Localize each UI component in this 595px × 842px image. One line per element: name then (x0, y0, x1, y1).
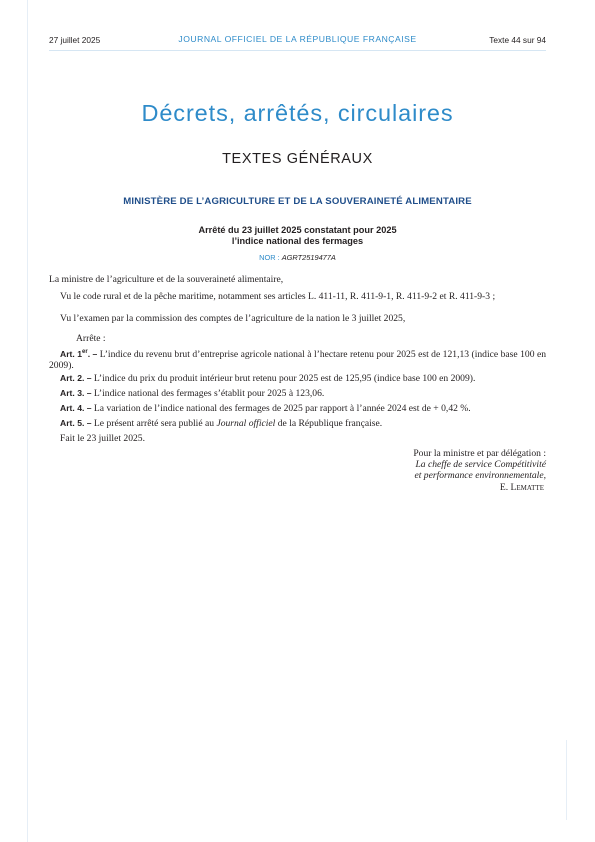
article-1 (49, 347, 546, 371)
ministry-title: MINISTÈRE DE L’AGRICULTURE ET DE LA SOUVERAINETÉ ALIMENTAIRE (123, 196, 472, 207)
nor-code: AGRT2519477A (281, 253, 336, 262)
article-4-text: La variation de l’indice national des fermages de 2025 par rapport à l’année 2024 est de + 0,42 %. (91, 403, 471, 414)
article-5: Art. 5. – Le présent arrêté sera publié au Journal officiel de la République française. (60, 418, 383, 429)
header-journal-title: JOURNAL OFFICIEL DE LA RÉPUBLIQUE FRANÇAISE (178, 34, 417, 44)
done-date: Fait le 23 juillet 2025. (60, 433, 146, 444)
nor-reference (0, 253, 595, 262)
article-4 (49, 403, 546, 414)
article-3 (49, 388, 546, 399)
article-2-label: Art. 2. – (60, 373, 92, 383)
rubric-title: Décrets, arrêtés, circulaires (141, 100, 454, 126)
header-divider (49, 50, 546, 51)
nor-label: NOR : (259, 253, 280, 262)
arrete-line: Arrête : (76, 333, 106, 344)
article-4-label: Art. 4. – (60, 403, 92, 413)
vu-code-rural: Vu le code rural et de la pêche maritime, notamment ses articles L. 411-11, R. 411-9-1, R. 411-9-2 et R. 411-9-3 ; (60, 291, 496, 302)
article-3-text: L’indice national des fermages s’établit pour 2025 à 123,06. (91, 388, 325, 399)
article-3-label: Art. 3. – (60, 388, 92, 398)
right-margin-line (566, 740, 567, 820)
minister-line: La ministre de l’agriculture et de la souveraineté alimentaire, (49, 274, 284, 285)
signature-role-line1: La cheffe de service Compétitivité (415, 459, 546, 471)
decree-title-line1: Arrêté du 23 juillet 2025 constatant pour 2025 (198, 225, 397, 235)
article-5-label: Art. 5. – (60, 418, 92, 428)
decree-title (0, 225, 595, 247)
vu-commission: Vu l’examen par la commission des comptes de l’agriculture de la nation le 3 juillet 2025, (60, 313, 406, 324)
section-title: TEXTES GÉNÉRAUX (222, 151, 373, 167)
decree-title-line2: l’indice national des fermages (231, 236, 364, 246)
signature-block (300, 448, 546, 493)
article-2 (49, 373, 546, 384)
journal-officiel-italic: Journal officiel (216, 418, 276, 429)
signature-role-line2: et performance environnementale, (414, 470, 546, 482)
header-page-number: Texte 44 sur 94 (489, 35, 546, 45)
article-1-text: L’indice du revenu brut d’entreprise agricole national à l’hectare retenu pour 2025 est de 121,13 (indice base 100 en 2009). (49, 348, 546, 372)
article-1-label: Art. 1er. – (60, 348, 98, 359)
header-date: 27 juillet 2025 (49, 35, 101, 45)
signature-delegation: Pour la ministre et par délégation : (413, 448, 546, 459)
article-2-text: L’indice du prix du produit intérieur brut retenu pour 2025 est de 125,95 (indice base 100 en 2009). (91, 373, 476, 384)
signature-name: E. Lematte (499, 481, 544, 493)
